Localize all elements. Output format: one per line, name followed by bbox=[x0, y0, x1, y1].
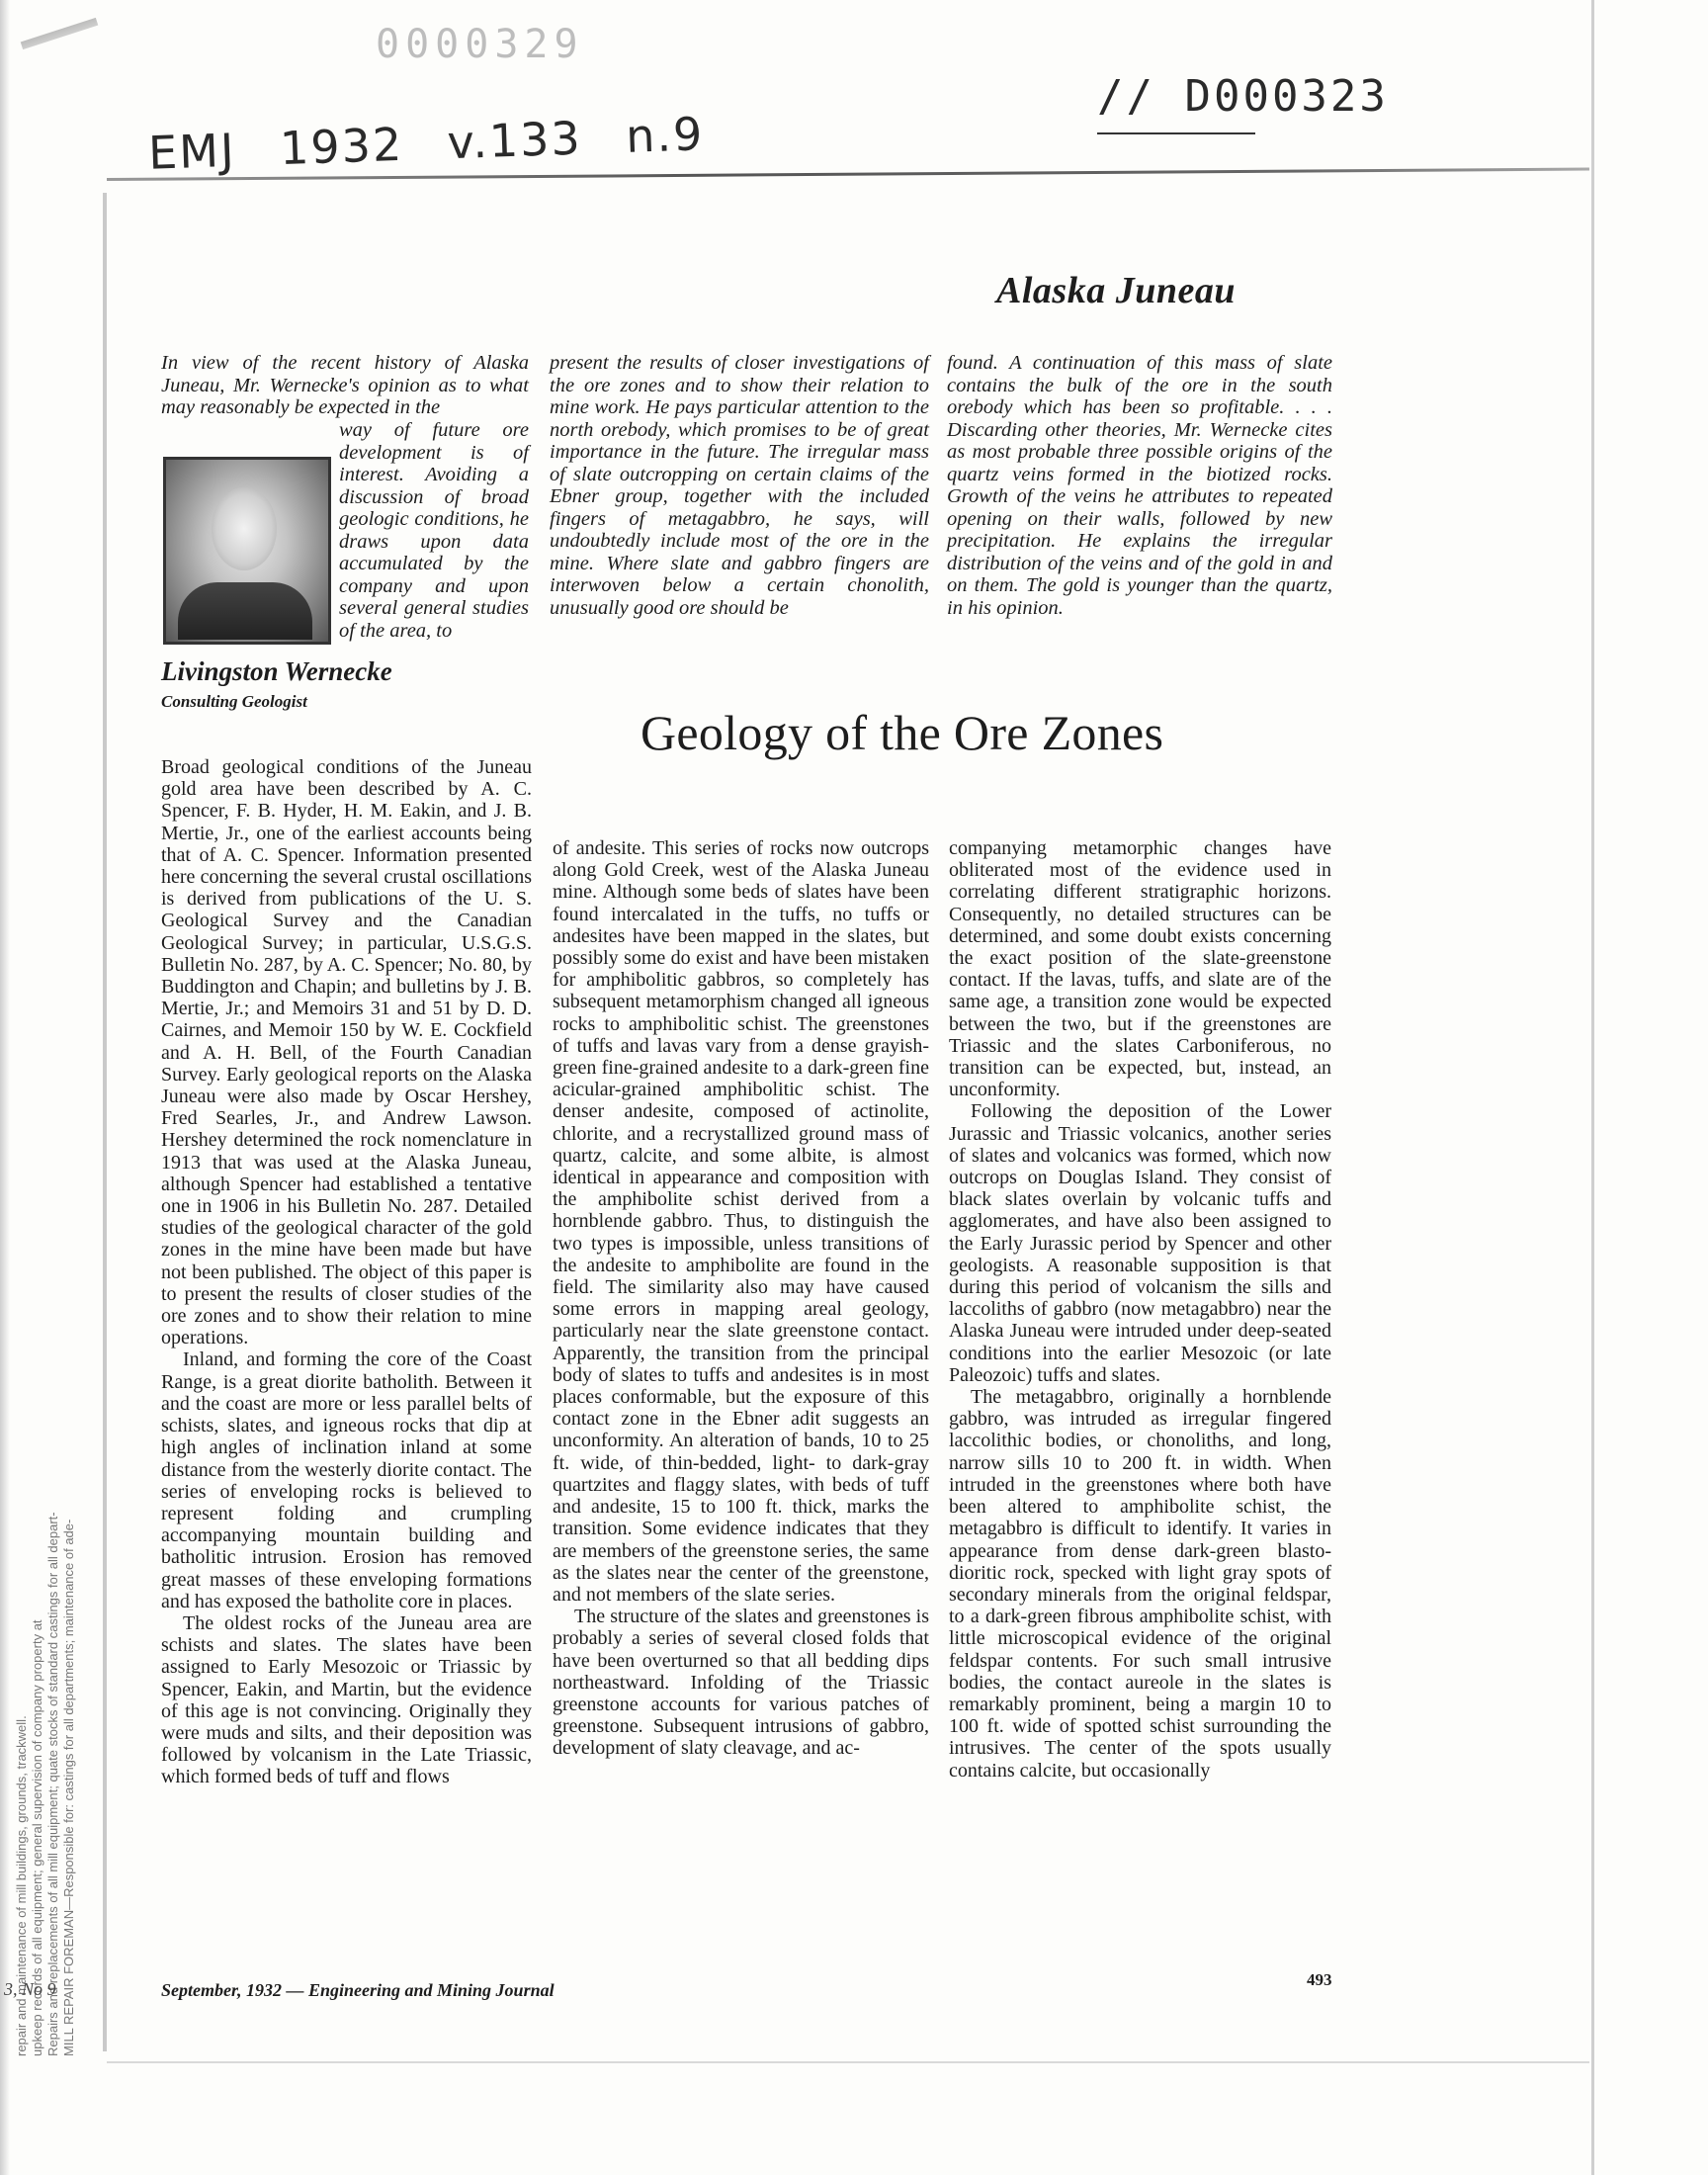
scan-left-shadow bbox=[0, 0, 10, 2175]
paragraph: of andesite. This series of rocks now outcrops along Gold Creek, west of the Alaska Juneau mine. Although some beds of slates have been found intercalated in the tuffs, no tuffs or andesites have been mapped in the slates, but possibly some do exist and have been mistaken for amphibolitic gabbros, so completely has subsequent metamorphism changed all igneous rocks to amphibolitic schist. The greenstones of tuffs and lavas vary from a dense grayish-green fine-grained andesite to a dark-green fine acicular-grained amphibolitic schist. The denser andesite, composed of actinolite, chlorite, and a recrystallized ground mass of quartz, calcite, and some albite, is almost identical in appearance and composition with the amphibolite schist derived from a hornblende gabbro. Thus, to distinguish the two types is impossible, unless transitions of the andesite to amphibolite are found in the field. The similarity also may have caused some errors in mapping areal geology, particularly near the slate greenstone contact. Apparently, the transition from the principal body of slates to tuffs and andesites is in most places conformable, but the exposure of this contact zone in the Ebner adit suggests an unconformity. An alteration of bands, 10 to 25 ft. wide, of thin-bedded, light- to dark-gray quartzites and flaggy slates, with beds of tuff and andesite, 15 to 100 ft. thick, marks the transition. Some evidence indicates that they are members of the greenstone series, the same as the slates near the center of the greenstone, and not members of the slate series. bbox=[553, 837, 929, 1606]
portrait-face bbox=[212, 487, 277, 570]
scan-bottom-edge bbox=[107, 2061, 1589, 2063]
side-page-label: 3, No 9 bbox=[4, 1979, 56, 1999]
author-photo bbox=[163, 457, 331, 645]
author-name: Livingston Wernecke bbox=[161, 656, 392, 686]
handwritten-citation: EMJ 1932 v.133 n.9 bbox=[147, 107, 706, 180]
body-column-3 bbox=[949, 837, 1331, 1782]
paragraph: The metagabbro, originally a hornblende gabbro, was intruded as irregular fingered laccolithic bodies, or chonoliths, and long, narrow sills 10 to 200 ft. in width. When intruded in the greenstones where both have been altered to amphibolite schist, the metagabbro is difficult to identify. It varies in appearance from dense dark-green blasto-dioritic rock, specked with light gray spots of secondary minerals from the original feldspar, to a dark-green fibrous amphibolite schist, with little microscopical evidence of the original feldspar contents. For such small intrusive bodies, the contact aureole in the slates is remarkably prominent, being a margin 10 to 100 ft. wide of spotted schist surrounding the intrusives. The center of the spots usually contains calcite, but occasionally bbox=[949, 1386, 1331, 1782]
paragraph: companying metamorphic changes have obliterated most of the evidence used in correlating different stratigraphic horizons. Consequently, no detailed structures can be determined, and some doubt exists concerning the exact position of the slate-greenstone contact. If the lavas, tuffs, and slate are of the same age, a transition zone would be expected between the two, but if the greenstones are Triassic and the slates Carboniferous, no transition can be expected, but, instead, an unconformity. bbox=[949, 837, 1331, 1101]
section-header: Alaska Juneau bbox=[996, 270, 1236, 311]
page-right-edge bbox=[1591, 0, 1594, 2175]
side-notice-line-4: repair and maintenance of mill buildings, grounds, trackwell. bbox=[14, 1715, 29, 2056]
paragraph: The oldest rocks of the Juneau area are schists and slates. The slates have been assigned to Early Mesozoic or Triassic by Spencer, Eakin, and Martin, but the evidence of this age is not convincing. Originally they were muds and silts, and their deposition was followed by volcanism in the Late Triassic, which formed beds of tuff and flows bbox=[161, 1611, 532, 1788]
intro-col1-top: In view of the recent history of Alaska Juneau, Mr. Wernecke's opinion as to what may reasonably be expected in the bbox=[161, 352, 529, 418]
article-title: Geology of the Ore Zones bbox=[640, 705, 1164, 760]
page-fold-edge bbox=[103, 193, 107, 2051]
body-column-2 bbox=[553, 837, 929, 1760]
intro-col1-side: way of future ore development is of interest. Avoiding a discussion of broad geologic conditions, he draws upon data accumulated by the company and upon several general studies of the area, to bbox=[339, 419, 529, 642]
accession-stamp: // D000323 bbox=[1097, 71, 1389, 122]
author-title: Consulting Geologist bbox=[161, 692, 307, 711]
intro-col3: found. A continuation of this mass of slate contains the bulk of the ore in the south orebody which has been so profitable. . . . Discarding other theories, Mr. Wernecke cites as most probable three possible origins of the quartz veins formed in the biotized rocks. Growth of the veins he attributes to repeated opening on their walls, followed by new precipitation. He explains the irregular distribution of the veins and of the gold in and on them. The gold is younger than the quartz, in his opinion. bbox=[947, 352, 1332, 619]
paragraph: The structure of the slates and greenstones is probably a series of several closed folds that have been overturned so that all bedding dips northeastward. Infolding of the Triassic greenstone accounts for various patches of greenstone. Subsequent intrusions of gabbro, development of slaty cleavage, and ac- bbox=[553, 1606, 929, 1760]
footer-journal: September, 1932 — Engineering and Mining Journal bbox=[161, 1980, 555, 2000]
side-notice-line-2: Repairs and replacements of all mill equipment; quate stocks of standard castings for all depart- bbox=[45, 1512, 60, 2056]
portrait-collar bbox=[178, 582, 312, 640]
paragraph: Broad geological conditions of the Juneau gold area have been described by A. C. Spencer, F. B. Hyder, H. M. Eakin, and J. B. Mertie, Jr., one of the earliest accounts being that of A. C. Spencer. Information presented here concerning the several crustal oscillations is derived from publications of the U. S. Geological Survey and the Canadian Geological Survey; in particular, U.S.G.S. Bulletin No. 287, by A. C. Spencer; No. 80, by Buddington and Chapin; and bulletins by J. B. Mertie, Jr.; and Memoirs 31 and 51 by D. D. Cairnes, and Memoir 150 by W. E. Cockfield and A. H. Bell, of the Fourth Canadian Survey. Early geological reports on the Alaska Juneau were also made by Oscar Hershey, Fred Searles, Jr., and Andrew Lawson. Hershey determined the rock nomenclature in 1913 that was used at the Alaska Juneau, although Spencer had established a tentative one in 1906 in his Bulletin No. 287. Detailed studies of the geological character of the gold zones in the mine have been made but have not been published. The object of this paper is to present the results of closer studies of the ore zones and to show their relation to mine operations. bbox=[161, 756, 532, 1349]
intro-col2: present the results of closer investigations of the ore zones and to show their relation to mine work. He pays particular attention to the north orebody, which promises to be of great importance in the future. The irregular mass of slate outcropping on certain claims of the Ebner group, together with the included fingers of metagabbro, he says, will undoubtedly include most of the ore in the mine. Where slate and gabbro fingers are interwoven below a certain chonolith, unusually good ore should be bbox=[550, 352, 929, 619]
body-column-1 bbox=[161, 756, 532, 1788]
corner-smudge bbox=[21, 18, 99, 49]
stamp-underline bbox=[1097, 132, 1255, 134]
ghost-stamp: 0000329 bbox=[376, 22, 584, 67]
side-notice-line-3: upkeep records of all equipment; general supervision of company property at bbox=[30, 1619, 44, 2056]
paragraph: Inland, and forming the core of the Coast Range, is a great diorite batholith. Between it and the coast are more or less parallel belts of schists, slates, and igneous rocks that dip at high angles of inclination inland at some distance from the westerly diorite contact. The series of enveloping rocks is believed to represent folding and crumpling accompanying mountain building and batholitic intrusion. Erosion has removed great masses of these enveloping formations and has exposed the batholite core in places. bbox=[161, 1348, 532, 1612]
side-notice-line-1: MILL REPAIR FOREMAN—Responsible for: castings for all departments; maintenance of ade- bbox=[61, 1519, 76, 2056]
paragraph: Following the deposition of the Lower Jurassic and Triassic volcanics, another series of slates and volcanics was formed, which now outcrops on Douglas Island. They consist of black slates overlain by volcanic tuffs and agglomerates, and have also been assigned to the Early Jurassic period by Spencer and other geologists. A reasonable supposition is that during this period of volcanism the sills and laccoliths of gabbro (now metagabbro) near the Alaska Juneau were intruded under deep-seated conditions into the earlier Mesozoic (or late Paleozoic) tuffs and slates. bbox=[949, 1100, 1331, 1386]
page-number: 493 bbox=[1307, 1970, 1332, 1989]
